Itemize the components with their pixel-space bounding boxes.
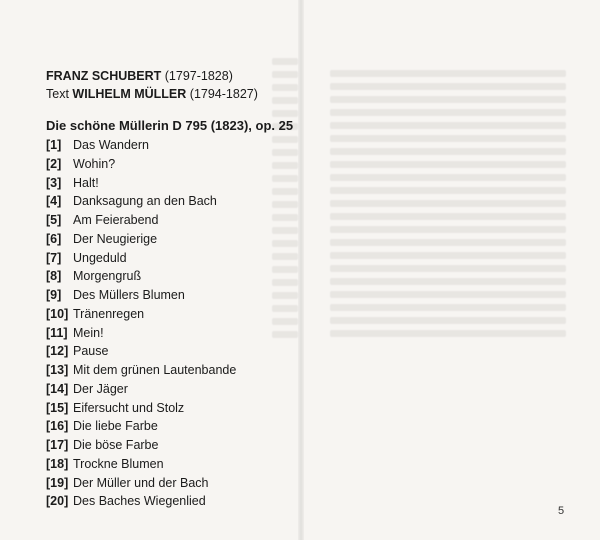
track-number: [12]	[46, 344, 69, 359]
track-title: Des Müllers Blumen	[73, 288, 185, 302]
track-number: [9]	[46, 288, 62, 302]
composer-dates: (1797-1828)	[164, 69, 233, 83]
track-title: Der Müller und der Bach	[73, 475, 209, 490]
track-item	[46, 492, 236, 511]
track-title: Tränenregen	[73, 306, 145, 321]
track-title: Des Baches Wiegenlied	[73, 494, 206, 509]
track-number: [2]	[46, 156, 62, 171]
track-number: [18]	[46, 456, 69, 471]
track-title: Trockne Blumen	[73, 456, 164, 471]
track-item	[46, 361, 236, 380]
track-item	[46, 267, 236, 286]
track-item	[46, 399, 236, 418]
track-number: [4]	[46, 194, 62, 209]
track-title: Der Neugierige	[73, 231, 158, 246]
composer-name: FRANZ SCHUBERT	[46, 69, 162, 83]
track-title: Mit dem grünen Lautenbande	[73, 363, 237, 377]
track-item	[46, 417, 236, 436]
track-number: [15]	[46, 400, 69, 415]
track-number: [10]	[46, 306, 69, 321]
track-number: [5]	[46, 213, 62, 227]
track-title: Morgengruß	[73, 269, 142, 284]
track-item	[46, 230, 236, 249]
track-title: Mein!	[73, 325, 104, 340]
page-fold	[298, 0, 304, 540]
show-through-text-left	[272, 52, 298, 344]
track-item	[46, 455, 236, 474]
track-number: [3]	[46, 175, 62, 190]
poet-line	[46, 85, 258, 103]
track-item	[46, 211, 236, 230]
track-item	[46, 324, 236, 343]
track-title: Pause	[73, 344, 109, 359]
track-item	[46, 380, 236, 399]
show-through-text-right	[330, 64, 566, 343]
track-item	[46, 474, 236, 493]
track-item	[46, 155, 236, 174]
work-title: Die schöne Müllerin D 795 (1823), op. 25	[46, 118, 294, 133]
track-number: [1]	[46, 138, 62, 152]
track-item	[46, 342, 236, 361]
poet-name: WILHELM MÜLLER	[72, 87, 187, 101]
track-title: Eifersucht und Stolz	[73, 400, 185, 415]
track-item	[46, 286, 236, 305]
track-title: Wohin?	[73, 156, 116, 171]
track-list	[46, 136, 236, 511]
track-number: [8]	[46, 269, 62, 284]
track-item	[46, 436, 236, 455]
track-title: Am Feierabend	[73, 213, 159, 227]
track-item	[46, 249, 236, 268]
text-prefix: Text	[46, 87, 69, 101]
track-title: Die böse Farbe	[73, 438, 159, 452]
track-item	[46, 305, 236, 324]
track-title: Die liebe Farbe	[73, 419, 158, 434]
track-item	[46, 174, 236, 193]
track-title: Ungeduld	[73, 250, 127, 265]
track-item	[46, 192, 236, 211]
track-number: [20]	[46, 494, 69, 509]
track-title: Danksagung an den Bach	[73, 194, 217, 209]
track-number: [17]	[46, 438, 69, 452]
track-number: [7]	[46, 250, 62, 265]
track-number: [6]	[46, 231, 62, 246]
track-number: [11]	[46, 325, 68, 340]
poet-dates: (1794-1827)	[189, 87, 258, 101]
track-title: Das Wandern	[73, 138, 149, 152]
credits-header	[46, 67, 258, 103]
track-number: [13]	[46, 363, 69, 377]
track-title: Der Jäger	[73, 381, 128, 396]
page-number: 5	[558, 505, 565, 517]
composer-line	[46, 67, 258, 85]
track-item	[46, 136, 236, 155]
track-number: [16]	[46, 419, 69, 434]
track-title: Halt!	[73, 175, 99, 190]
track-number: [14]	[46, 381, 69, 396]
track-number: [19]	[46, 475, 69, 490]
